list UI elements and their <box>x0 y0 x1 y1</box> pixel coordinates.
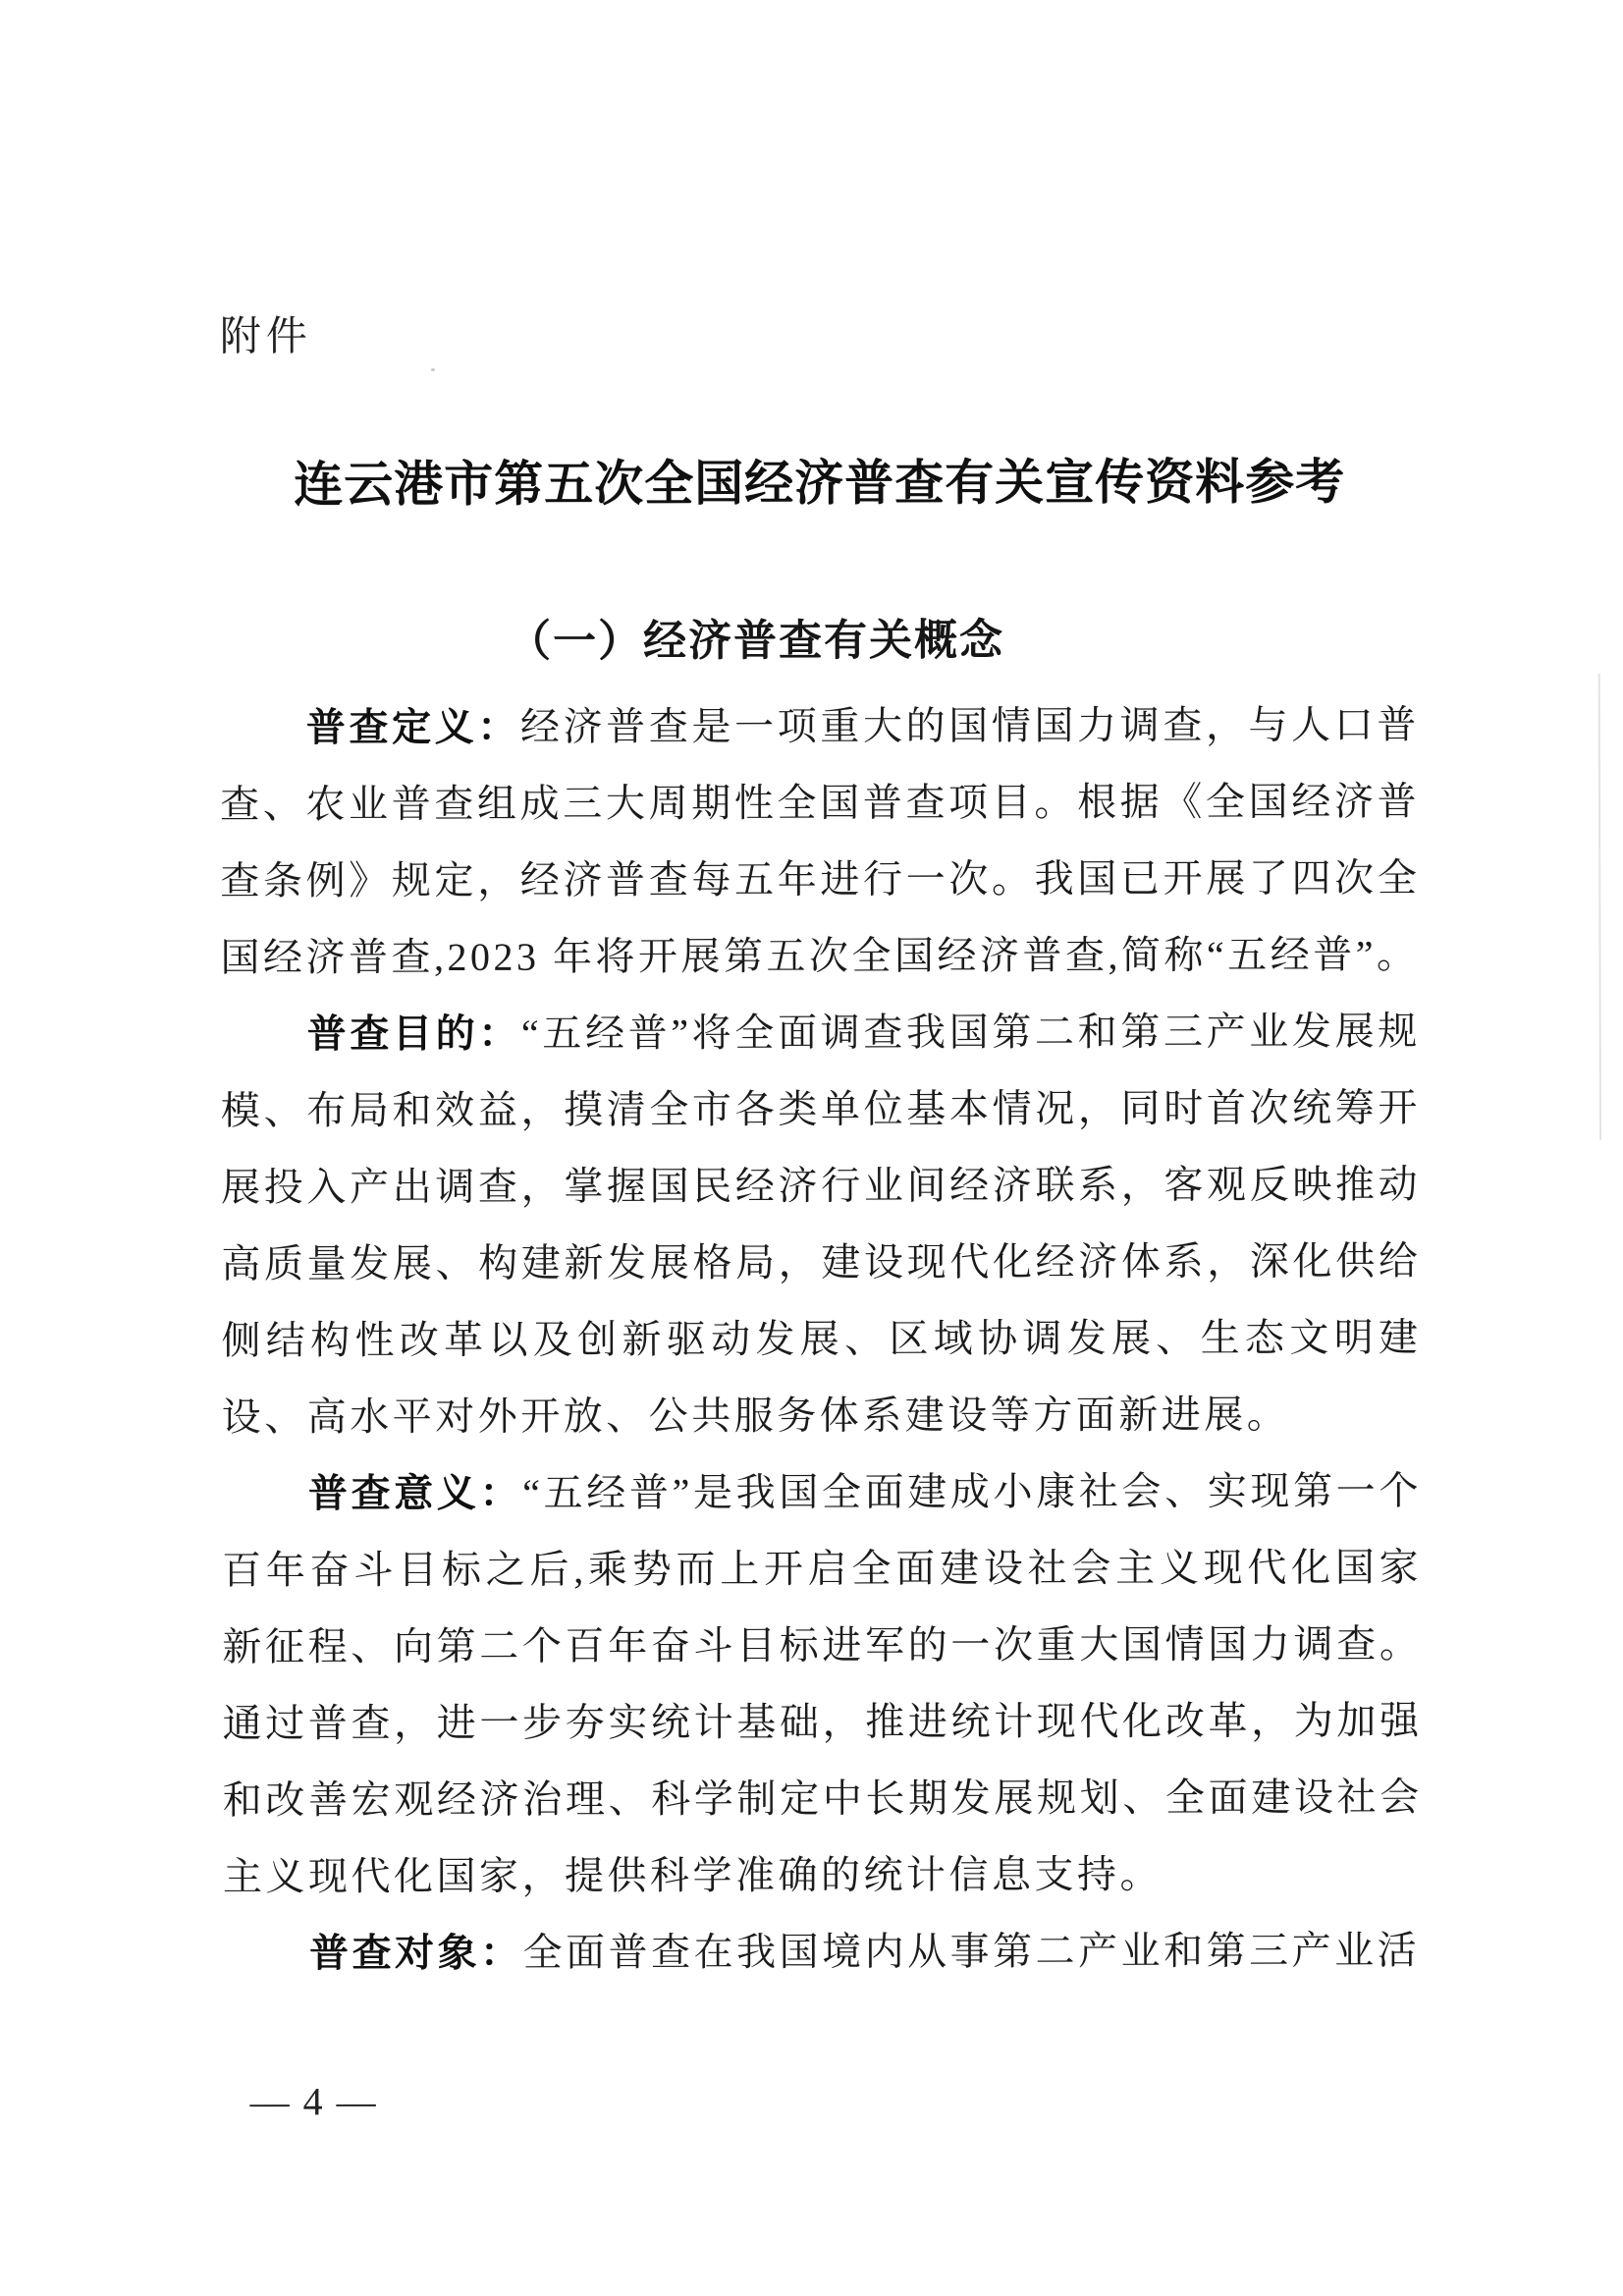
paragraph-lead: 普查对象： <box>309 1931 523 1976</box>
scan-artifact-line <box>1598 674 1601 1140</box>
scan-artifact-speck <box>431 368 435 371</box>
paragraph <box>220 686 1421 996</box>
paragraph <box>223 1912 1423 1992</box>
paragraph-text: 经济普查是一项重大的国情国力调查，与人口普查、农业普查组成三大周期性全国普查项目。根据《全国经济普查条例》规定，经济普查每五年进行一次。我国已开展了四次全国经济普查,2023 年将开展第五次全国经济普查,简称“五经普”。 <box>220 702 1421 980</box>
paragraph-text: “五经普”是我国全面建成小康社会、实现第一个百年奋斗目标之后,乘势而上开启全面建设社会主义现代化国家新征程、向第二个百年奋斗目标进军的一次重大国情国力调查。通过普查，进一步夯实统计基础，推进统计现代化改革，为加强和改善宏观经济治理、科学制定中长期发展规划、全面建设社会主义现代化国家，提供科学准确的统计信息支持。 <box>222 1468 1423 1899</box>
attachment-label: 附件 <box>219 312 312 359</box>
paragraph-text: “五经普”将全面调查我国第二和第三产业发展规模、布局和效益，摸清全市各类单位基本情况，同时首次统筹开展投入产出调查，掌握国民经济行业间经济联系，客观反映推动高质量发展、构建新发展格局，建设现代化经济体系，深化供给侧结构性改革以及创新驱动发展、区域协调发展、生态文明建设、高水平对外开放、公共服务体系建设等方面新进展。 <box>220 1009 1422 1440</box>
paragraph-lead: 普查意义： <box>307 1471 523 1516</box>
paragraph-text: 全面普查在我国境内从事第二产业和第三产业活 <box>522 1928 1421 1975</box>
section-heading: （一）经济普查有关概念 <box>508 616 1005 666</box>
page-number: — 4 — <box>249 2079 378 2124</box>
document-body <box>220 686 1423 1992</box>
paragraph-lead: 普查定义： <box>305 705 521 750</box>
paragraph <box>221 993 1422 1455</box>
paragraph-lead: 普查目的： <box>306 1011 522 1057</box>
paragraph <box>222 1452 1423 1915</box>
document-title: 连云港市第五次全国经济普查有关宣传资料参考 <box>294 454 1346 513</box>
